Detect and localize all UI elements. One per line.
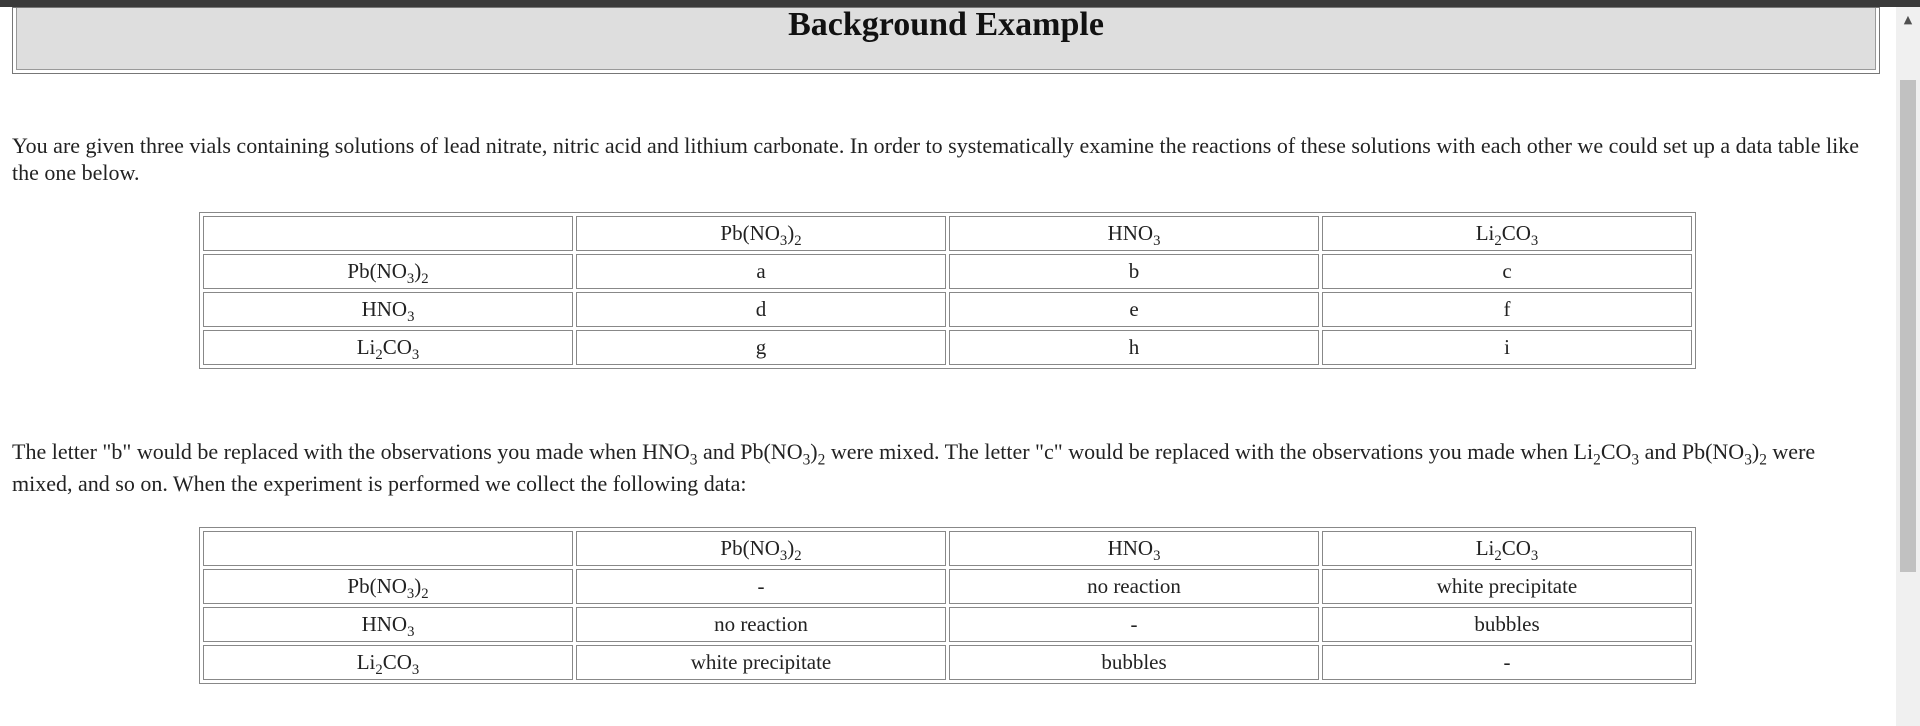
heading-banner bbox=[12, 7, 1880, 74]
reaction-results-table bbox=[199, 527, 1696, 684]
table-row bbox=[203, 330, 1692, 365]
page-content bbox=[0, 7, 1896, 726]
table-cell: bubbles bbox=[949, 645, 1319, 680]
table-cell: g bbox=[576, 330, 946, 365]
table-cell: white precipitate bbox=[576, 645, 946, 680]
explanation-paragraph: The letter "b" would be replaced with the observations you made when $HNO_3$ and $Pb(NO_3)_2$ were mixed. The letter "c" would be replaced with the observations you made when $Li_2CO_3$ and $Pb(NO_3)_2$ were mixed, and so on. When the experiment is performed we collect the following data: bbox=[12, 439, 1816, 496]
intro-paragraph: You are given three vials containing solutions of lead nitrate, nitric acid and lithium carbonate. In order to systematically examine the reactions of these solutions with each other we could set up a data table like the one below. bbox=[12, 133, 1860, 185]
table-cell: b bbox=[949, 254, 1319, 289]
vertical-scrollbar[interactable] bbox=[1896, 7, 1920, 726]
row-header-pb-nitrate: $Pb(NO_3)_2$ bbox=[203, 569, 573, 604]
table-row bbox=[203, 645, 1692, 680]
scrollbar-thumb[interactable] bbox=[1900, 80, 1916, 572]
row-header-li-carbonate: $Li_2CO_3$ bbox=[203, 645, 573, 680]
row-header-pb-nitrate: $Pb(NO_3)_2$ bbox=[203, 254, 573, 289]
table-cell: h bbox=[949, 330, 1319, 365]
table-row bbox=[203, 254, 1692, 289]
table-row bbox=[203, 531, 1692, 566]
table-cell: no reaction bbox=[949, 569, 1319, 604]
table-cell: bubbles bbox=[1322, 607, 1692, 642]
table-cell: d bbox=[576, 292, 946, 327]
row-header-nitric-acid: $HNO_3$ bbox=[203, 292, 573, 327]
row-header-nitric-acid: $HNO_3$ bbox=[203, 607, 573, 642]
scroll-up-icon[interactable]: ▲ bbox=[1903, 13, 1913, 26]
table-cell: a bbox=[576, 254, 946, 289]
table-cell: white precipitate bbox=[1322, 569, 1692, 604]
table-row bbox=[203, 569, 1692, 604]
col-header-nitric-acid: $HNO_3$ bbox=[949, 531, 1319, 566]
row-header-li-carbonate: $Li_2CO_3$ bbox=[203, 330, 573, 365]
table-cell: f bbox=[1322, 292, 1692, 327]
table-cell: i bbox=[1322, 330, 1692, 365]
corner-cell bbox=[203, 216, 573, 251]
col-header-li-carbonate: $Li_2CO_3$ bbox=[1322, 531, 1692, 566]
page-title: Background Example bbox=[788, 6, 1104, 43]
table-cell: no reaction bbox=[576, 607, 946, 642]
col-header-pb-nitrate: $Pb(NO_3)_2$ bbox=[576, 216, 946, 251]
table-cell: - bbox=[949, 607, 1319, 642]
table-cell: c bbox=[1322, 254, 1692, 289]
col-header-pb-nitrate: $Pb(NO_3)_2$ bbox=[576, 531, 946, 566]
table-row bbox=[203, 292, 1692, 327]
corner-cell bbox=[203, 531, 573, 566]
table-cell: - bbox=[576, 569, 946, 604]
table-cell: - bbox=[1322, 645, 1692, 680]
col-header-nitric-acid: $HNO_3$ bbox=[949, 216, 1319, 251]
table-row bbox=[203, 607, 1692, 642]
col-header-li-carbonate: $Li_2CO_3$ bbox=[1322, 216, 1692, 251]
table-row bbox=[203, 216, 1692, 251]
reaction-template-table bbox=[199, 212, 1696, 369]
table-cell: e bbox=[949, 292, 1319, 327]
